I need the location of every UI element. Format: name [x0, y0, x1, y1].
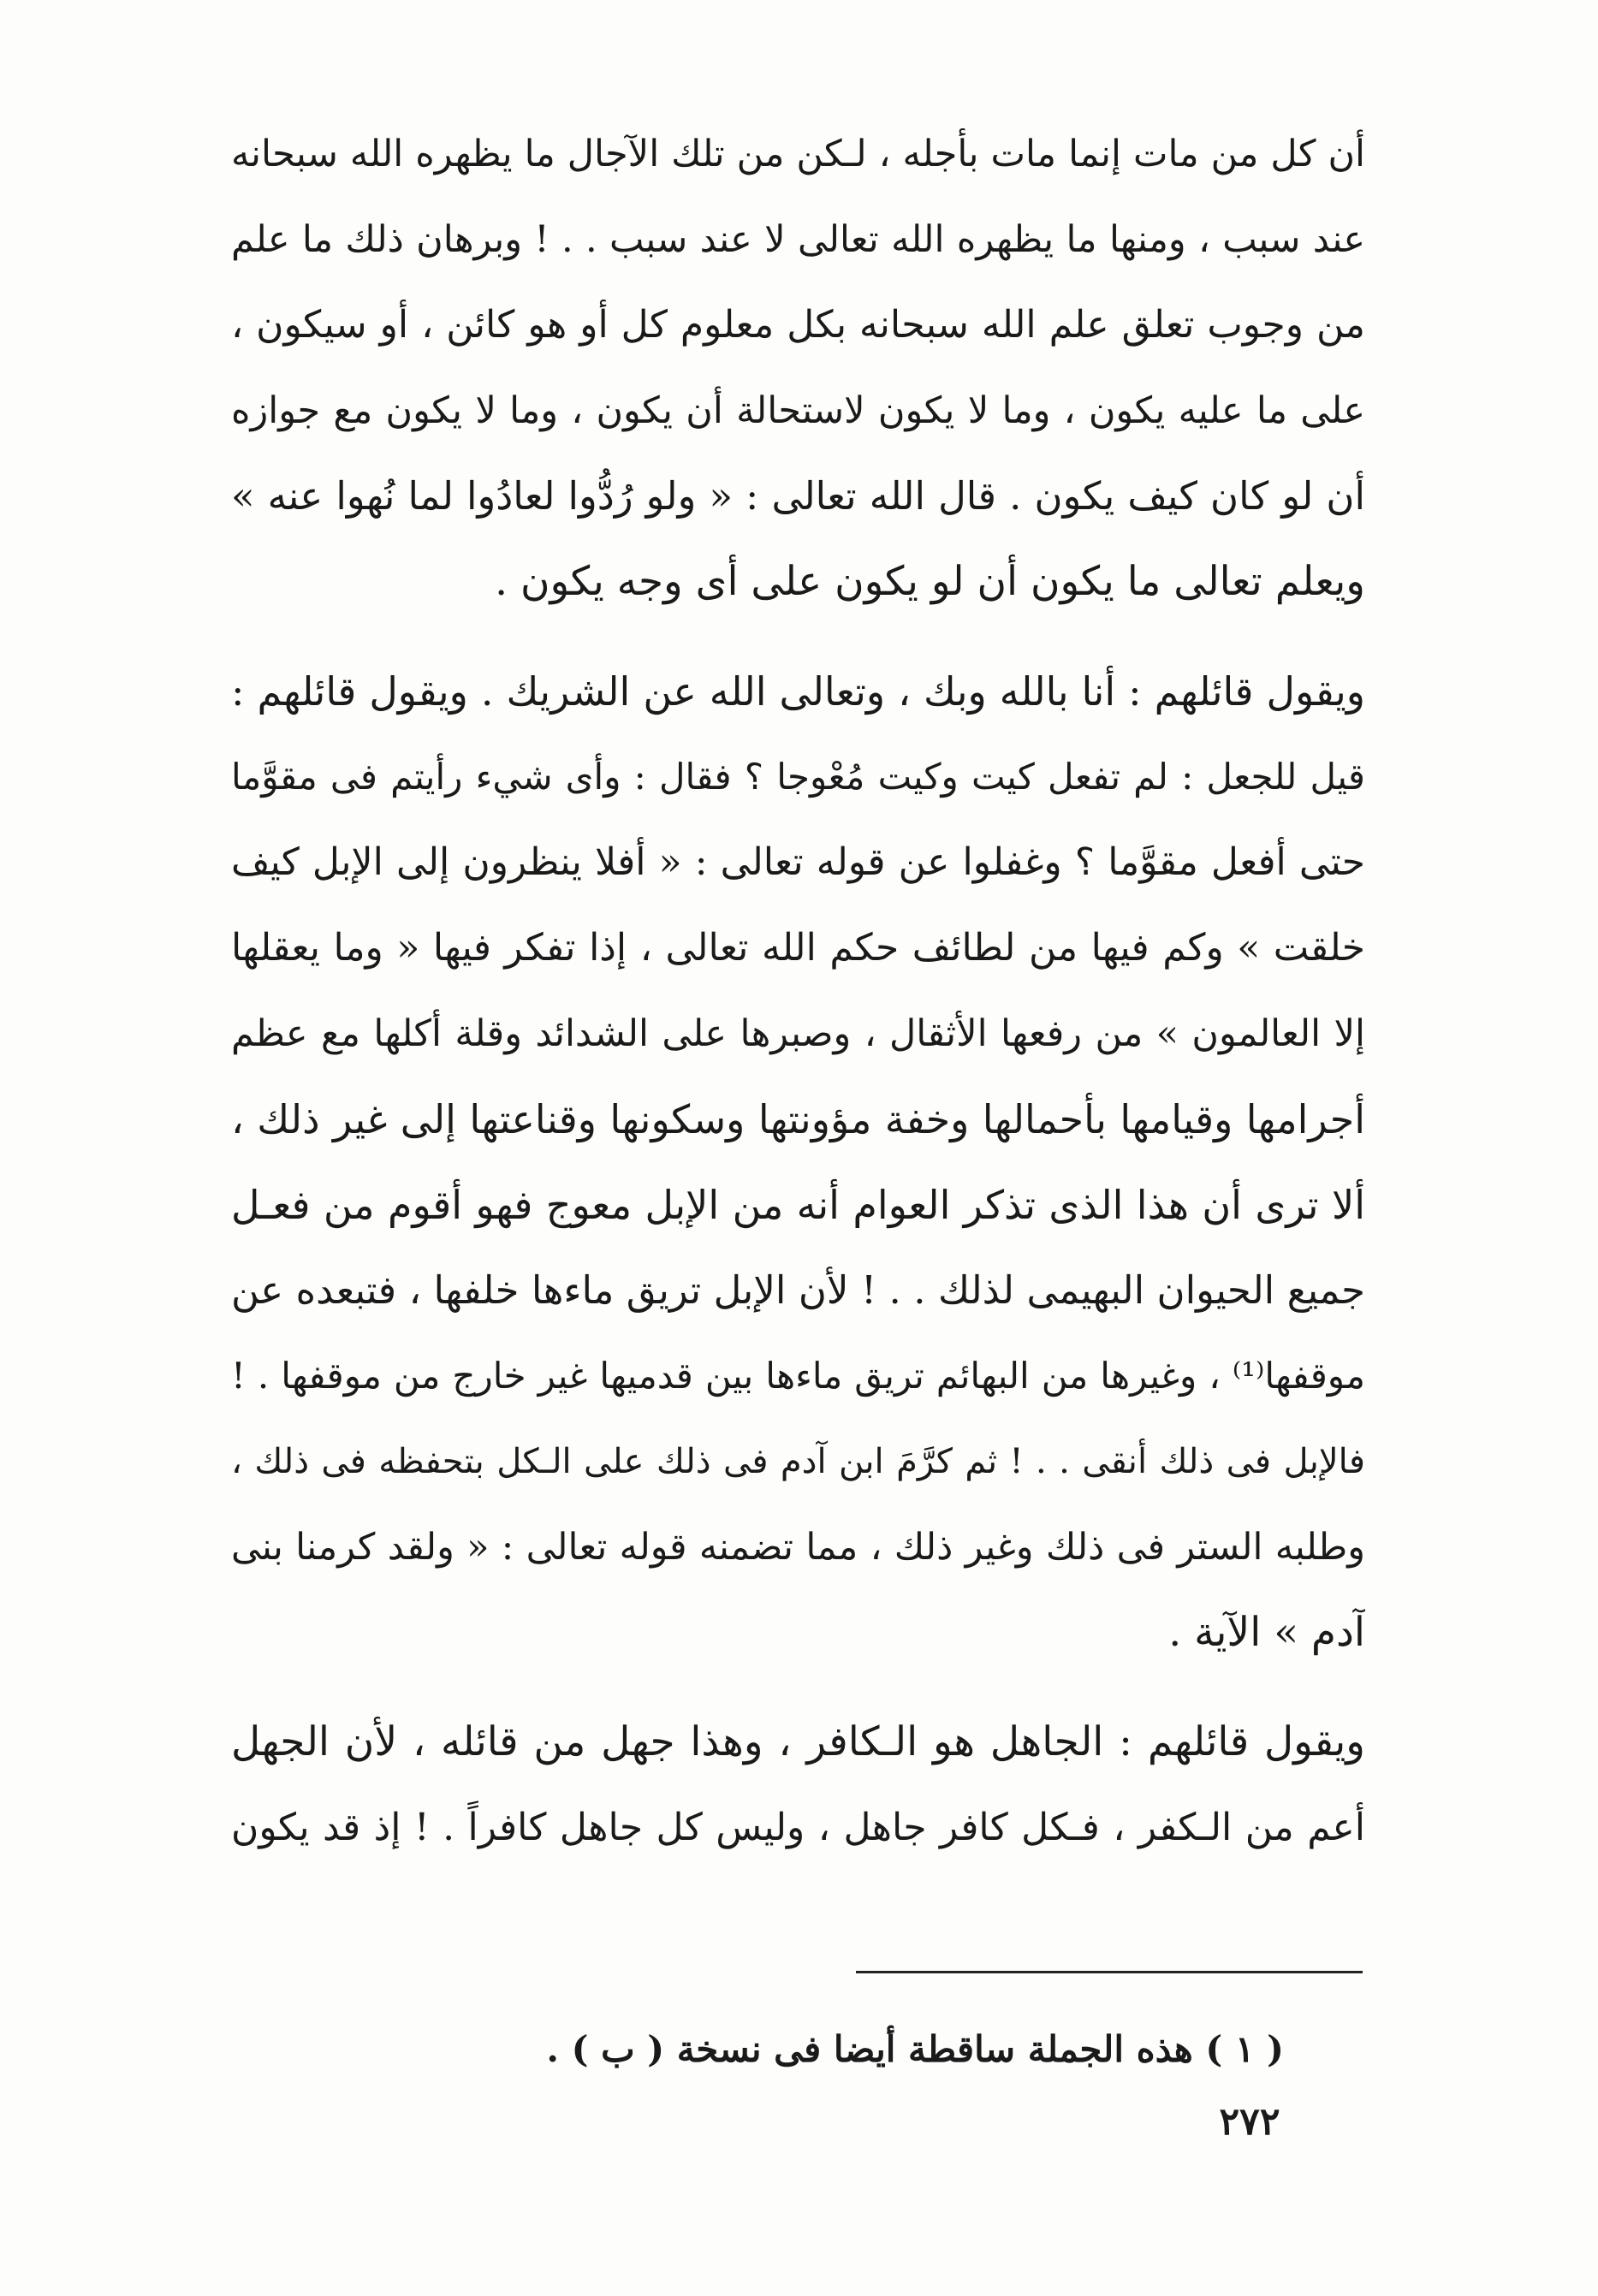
text-line: وطلبه الستر فى ذلك وغير ذلك ، مما تضمنه قوله تعالى : « ولقد كرمنا بنى: [231, 1526, 1365, 1569]
body-text: [231, 111, 1365, 1871]
text-line: ويقول قائلهم : أنا بالله وبك ، وتعالى الله عن الشريك . ويقول قائلهم :: [231, 668, 1365, 715]
text-line: أعم من الـكفر ، فـكل كافر جاهل ، وليس كل جاهل كافراً . ! إذ قد يكون: [231, 1806, 1365, 1849]
text-line: فالإبل فى ذلك أنقى . . ! ثم كرَّمَ ابن آدم فى ذلك على الـكل بتحفظه فى ذلك ،: [231, 1442, 1365, 1481]
text-line: ألا ترى أن هذا الذى تذكر العوام أنه من الإبل معوج فهو أقوم من فعـل: [231, 1182, 1365, 1228]
text-line: جميع الحيوان البهيمى لذلك . . ! لأن الإبل تريق ماءها خلفها ، فتبعده عن: [231, 1267, 1365, 1313]
text-line: آدم » الآية .: [1168, 1609, 1365, 1656]
text-line: على ما عليه يكون ، وما لا يكون لاستحالة أن يكون ، وما لا يكون مع جوازه: [231, 389, 1365, 432]
text-line: عند سبب ، ومنها ما يظهره الله تعالى لا عند سبب . . ! وبرهان ذلك ما علم: [231, 218, 1365, 261]
text-line: ويعلم تعالى ما يكون أن لو يكون على أى وجه يكون .: [495, 558, 1365, 605]
text-line: حتى أفعل مقوَّما ؟ وغفلوا عن قوله تعالى : « أفلا ينظرون إلى الإبل كيف: [231, 840, 1365, 884]
paragraph-3: [231, 1700, 1365, 1871]
text-line: ويقول قائلهم : الجاهل هو الـكافر ، وهذا جهل من قائله ، لأن الجهل: [231, 1718, 1365, 1765]
text-line: خلقت » وكم فيها من لطائف حكم الله تعالى ، إذا تفكر فيها « وما يعقلها: [231, 926, 1365, 970]
footnote-divider: [856, 1971, 1363, 1973]
text-line: إلا العالمون » من رفعها الأثقال ، وصبرها على الشدائد وقلة أكلها مع عظم: [231, 1012, 1365, 1055]
paragraph-1: [231, 111, 1365, 625]
text-line: أن كل من مات إنما مات بأجله ، لـكن من تلك الآجال ما يظهره الله سبحانه: [231, 133, 1365, 175]
text-line: قيل للجعل : لم تفعل كيت وكيت مُعْوجا ؟ فقال : وأى شيء رأيتم فى مقوَّما: [231, 756, 1365, 798]
text-line: من وجوب تعلق علم الله سبحانه بكل معلوم كل أو هو كائن ، أو سيكون ،: [231, 303, 1365, 347]
text-line: أن لو كان كيف يكون . قال الله تعالى : « ولو رُدُّوا لعادُوا لما نُهوا عنه »: [231, 473, 1365, 519]
footnote: ( ١ ) هذه الجملة ساقطة أيضا فى نسخة ( ب ) .: [546, 2028, 1284, 2070]
page-number: ٢٧٢: [1219, 2100, 1280, 2144]
text-line: موقفها⁽¹⁾ ، وغيرها من البهائم تريق ماءها بين قدميها غير خارج من موقفها . !: [231, 1355, 1365, 1397]
paragraph-2: [231, 649, 1365, 1676]
text-line: أجرامها وقيامها بأحمالها وخفة مؤونتها وسكونها وقناعتها إلى غير ذلك ،: [231, 1096, 1365, 1142]
